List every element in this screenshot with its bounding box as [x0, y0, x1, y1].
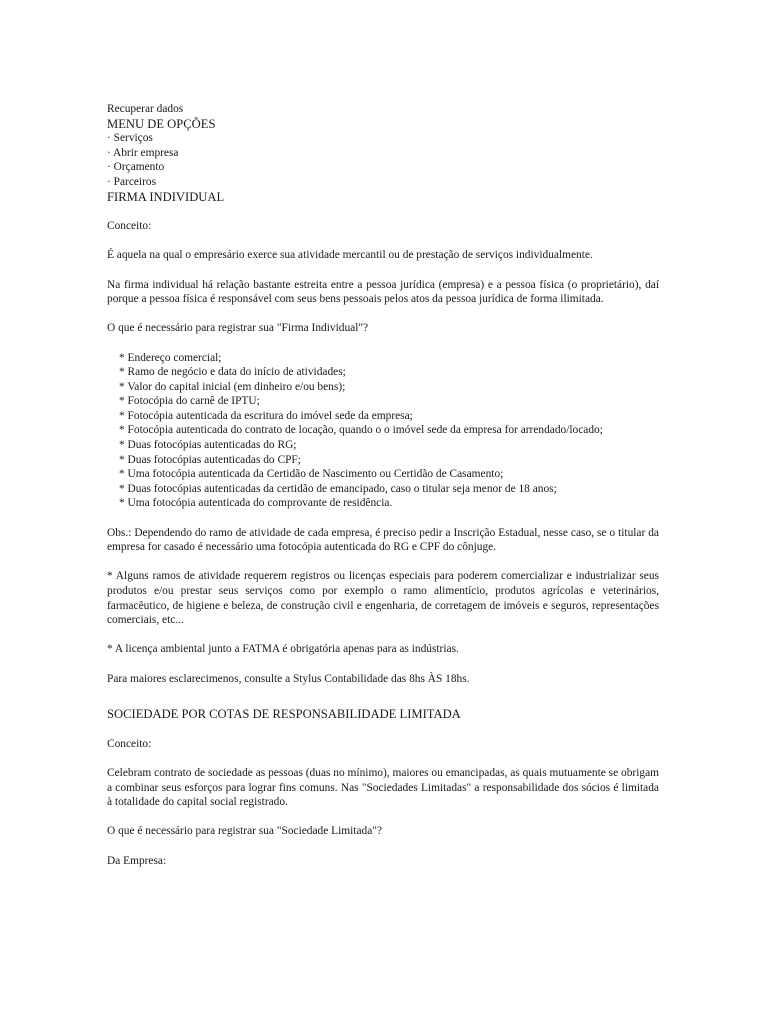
requirement-item: * Fotocópia autenticada da escritura do imóvel sede da empresa;	[119, 409, 413, 422]
requirement-item: * Valor do capital inicial (em dinheiro e/ou bens);	[119, 380, 346, 393]
sociedade-concept-label: Conceito:	[107, 737, 152, 750]
sociedade-question: O que é necessário para registrar sua "Sociedade Limitada"?	[107, 825, 382, 838]
requirement-item: * Fotocópia do carnê de IPTU;	[119, 395, 260, 408]
sociedade-title: SOCIEDADE POR COTAS DE RESPONSABILIDADE LIMITADA	[107, 707, 461, 722]
menu-item-servicos[interactable]: · Serviços	[107, 132, 153, 145]
recover-data-link[interactable]: Recuperar dados	[107, 103, 184, 115]
firma-title: FIRMA INDIVIDUAL	[107, 189, 225, 204]
requirement-item: * Uma fotocópia autenticada da Certidão de Nascimento ou Certidão de Casamento;	[119, 468, 504, 481]
firma-concept-label: Conceito:	[107, 220, 152, 233]
firma-note-fatma: * A licença ambiental junto a FATMA é obrigatória apenas para as indústrias.	[107, 643, 459, 656]
sociedade-company-label: Da Empresa:	[107, 854, 167, 867]
menu-heading: MENU DE OPÇÕES	[107, 116, 216, 131]
document-page	[107, 102, 659, 868]
firma-contact: Para maiores esclarecimenos, consulte a Stylus Contabilidade das 8hs ÀS 18hs.	[107, 672, 470, 685]
requirement-item: * Duas fotocópias autenticadas do CPF;	[119, 453, 301, 466]
firma-question: O que é necessário para registrar sua "Firma Individual"?	[107, 322, 369, 335]
menu-item-abrir-empresa[interactable]: · Abrir empresa	[107, 146, 179, 159]
requirement-item: * Fotocópia autenticada do contrato de locação, quando o o imóvel sede da empresa for arrendado/locado;	[119, 424, 603, 437]
requirement-item: * Duas fotocópias autenticadas da certidão de emancipado, caso o titular seja menor de 18 anos;	[119, 482, 557, 495]
sociedade-concept-text: Celebram contrato de sociedade as pessoas (duas no mínimo), maiores ou emancipadas, as quais mutuamente se obrigam a combinar seus esforços para lograr fins comuns. Nas "Sociedades Limitadas" a responsabilidade dos sócios é limitada à totalidade do capital social registrado.	[107, 766, 659, 809]
firma-relation-text: Na firma individual há relação bastante estreita entre a pessoa jurídica (empresa) e a pessoa física (o proprietário), daí porque a pessoa física é responsável com seus bens pessoais pelos atos da pessoa jurídica de forma ilimitada.	[107, 278, 659, 306]
firma-obs: Obs.: Dependendo do ramo de atividade de cada empresa, é preciso pedir a Inscrição Estadual, nesse caso, se o titular da empresa for casado é necessário uma fotocópia autenticada do RG e CPF do cônjuge.	[107, 526, 659, 554]
firma-concept-text: É aquela na qual o empresário exerce sua atividade mercantil ou de prestação de serviços individualmente.	[107, 249, 593, 262]
firma-requirements-list	[107, 351, 659, 512]
requirement-item: * Ramo de negócio e data do início de atividades;	[119, 366, 346, 379]
requirement-item: * Duas fotocópias autenticadas do RG;	[119, 439, 297, 452]
requirement-item: * Endereço comercial;	[119, 351, 222, 364]
menu-item-parceiros[interactable]: · Parceiros	[107, 175, 157, 188]
firma-note-licenses: * Alguns ramos de atividade requerem registros ou licenças especiais para poderem comercializar e industrializar seus produtos e/ou prestar seus serviços como por exemplo o ramo alimentício, produtos agrícolas e veterinários, farmacêutico, de higiene e beleza, de construção civil e engenharia, de corretagem de imóveis e seguros, representações comerciais, etc...	[107, 570, 659, 627]
requirement-item: * Uma fotocópia autenticada do comprovante de residência.	[119, 497, 393, 510]
menu-item-orcamento[interactable]: · Orçamento	[107, 161, 165, 174]
